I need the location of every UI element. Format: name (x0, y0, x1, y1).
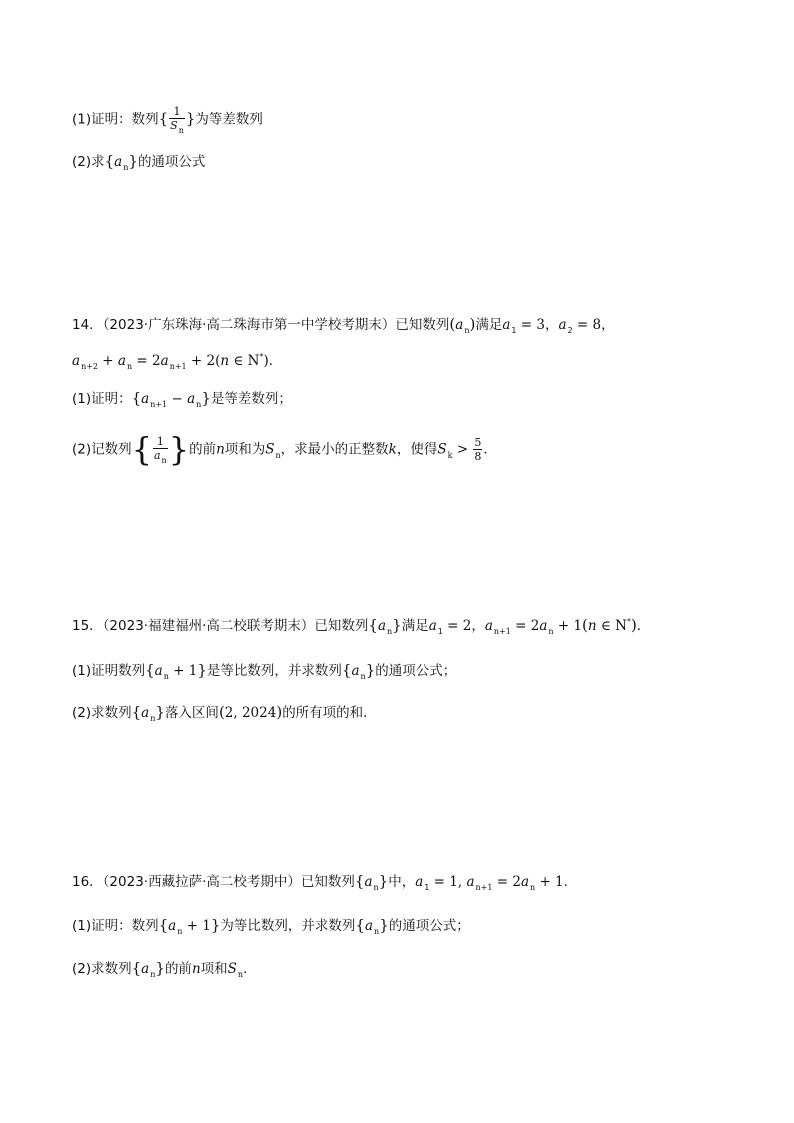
q14-fraction-5-8: $\frac{5}{8}$ (474, 435, 482, 463)
q16-part2: (2)求数列$\{a_n\}$的前n项和$S_n$. (72, 959, 248, 979)
q14-stem: 14．（2023·广东珠海·高二珠海市第一中学校考期末）已知数列$(a_n)$满足$a_1 = 3$，$a_2 = 8$， (72, 315, 615, 335)
q14-part1: (1)证明：$\{a_{n+1} - a_n\}$是等差数列； (72, 389, 292, 409)
q14-recurrence: $a_{n+2} + a_n = 2a_{n+1} + 2(n$ ∈ N*)． (72, 352, 283, 371)
q15-part1: (1)证明数列$\{a_n + 1\}$是等比数列，并求数列$\{a_n\}$的通项公式； (72, 661, 457, 681)
q15-part2: (2)求数列$\{a_n\}$落入区间(2, 2024)的所有项的和． (72, 703, 377, 723)
q15-stem: 15．（2023·福建福州·高二校联考期末）已知数列$\{a_n\}$满足$a_1 = 2$，$a_{n+1} = 2a_n + 1(n$ ∈ N*)． (72, 616, 651, 636)
question-number: 16． (72, 874, 103, 890)
q13-part2: (2)求$\{a_n\}$的通项公式 (72, 152, 206, 172)
q13-part1: (1)证明：数列{ $\frac{1}{S_n}$ }为等差数列 (72, 105, 263, 135)
question-number: 14． (72, 317, 103, 333)
question-number: 15． (72, 618, 103, 634)
q14-part2: (2)记数列{ $\frac{1}{a_n}$ }的前n项和为$S_n$，求最小的正整数k，使得$S_k$ > $\frac{5}{8}$ ． (72, 430, 497, 469)
q14-fraction: $\frac{1}{a_n}$ (153, 435, 167, 465)
q16-stem: 16．（2023·西藏拉萨·高二校考期中）已知数列$\{a_n\}$中，$a_1 = 1$, $a_{n+1} = 2a_n + 1$. (72, 872, 568, 892)
q16-part1: (1)证明：数列$\{a_n + 1\}$为等比数列，并求数列$\{a_n\}$的通项公式； (72, 916, 470, 936)
q13-fraction: $\frac{1}{S_n}$ (170, 105, 184, 135)
